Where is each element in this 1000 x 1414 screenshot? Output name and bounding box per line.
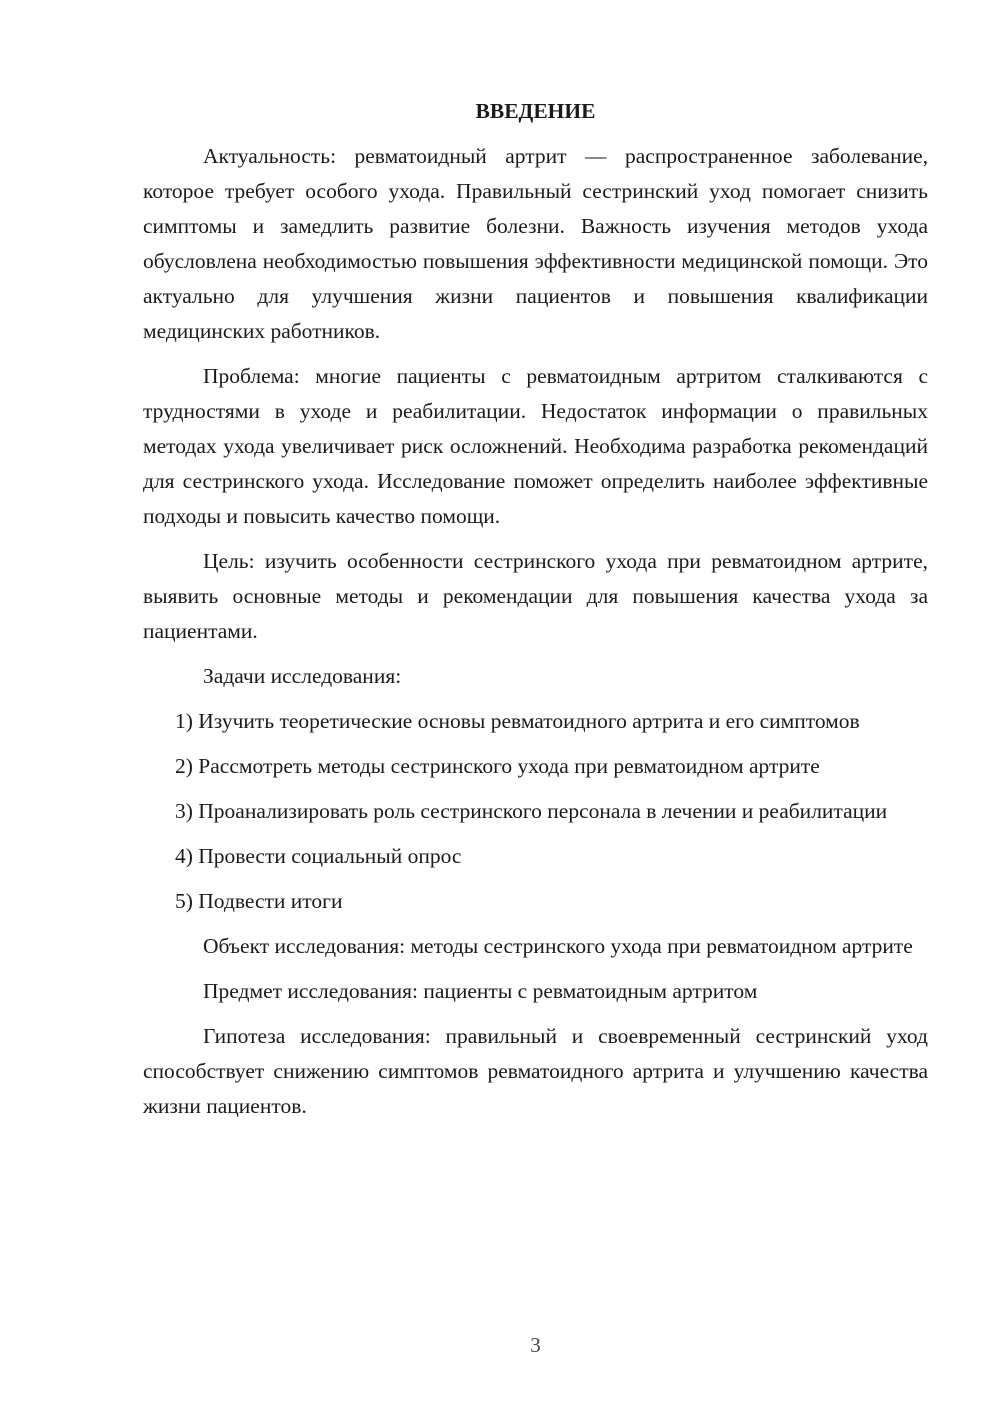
paragraph-hypothesis: Гипотеза исследования: правильный и своевременный сестринский уход способствует снижению симптомов ревматоидного артрита и улучшению качества жизни пациентов.: [143, 1024, 928, 1118]
list-item: 3) Проанализировать роль сестринского персонала в лечении и реабилитации: [175, 799, 888, 823]
paragraph-problem: Проблема: многие пациенты с ревматоидным артритом сталкиваются с трудностями в уходе и реабилитации. Недостаток информации о правильных методах ухода увеличивает риск осложнений. Необходима разработка рекомендаций для сестринского ухода. Исследование поможет определить наиболее эффективные подходы и повысить качество помощи.: [143, 364, 928, 528]
tasks-list: [143, 704, 928, 919]
paragraph-goal: Цель: изучить особенности сестринского ухода при ревматоидном артрите, выявить основные методы и рекомендации для повышения качества ухода за пациентами.: [143, 549, 928, 643]
list-item: 2) Рассмотреть методы сестринского ухода при ревматоидном артрите: [175, 754, 820, 778]
page-number: 3: [530, 1333, 541, 1357]
list-item: 5) Подвести итоги: [175, 889, 343, 913]
tasks-heading: Задачи исследования:: [203, 664, 402, 688]
page-title: ВВЕДЕНИЕ: [475, 99, 596, 123]
document-page: [143, 96, 928, 1134]
paragraph-relevance: Актуальность: ревматоидный артрит — распространенное заболевание, которое требует особого ухода. Правильный сестринский уход помогает снизить симптомы и замедлить развитие болезни. Важность изучения методов ухода обусловлена необходимостью повышения эффективности медицинской помощи. Это актуально для улучшения жизни пациентов и повышения квалификации медицинских работников.: [143, 144, 928, 343]
paragraph-object: Объект исследования: методы сестринского ухода при ревматоидном артрите: [203, 934, 913, 958]
list-item: 1) Изучить теоретические основы ревматоидного артрита и его симптомов: [175, 709, 860, 733]
list-item: 4) Провести социальный опрос: [175, 844, 462, 868]
paragraph-subject: Предмет исследования: пациенты с ревматоидным артритом: [203, 979, 758, 1003]
